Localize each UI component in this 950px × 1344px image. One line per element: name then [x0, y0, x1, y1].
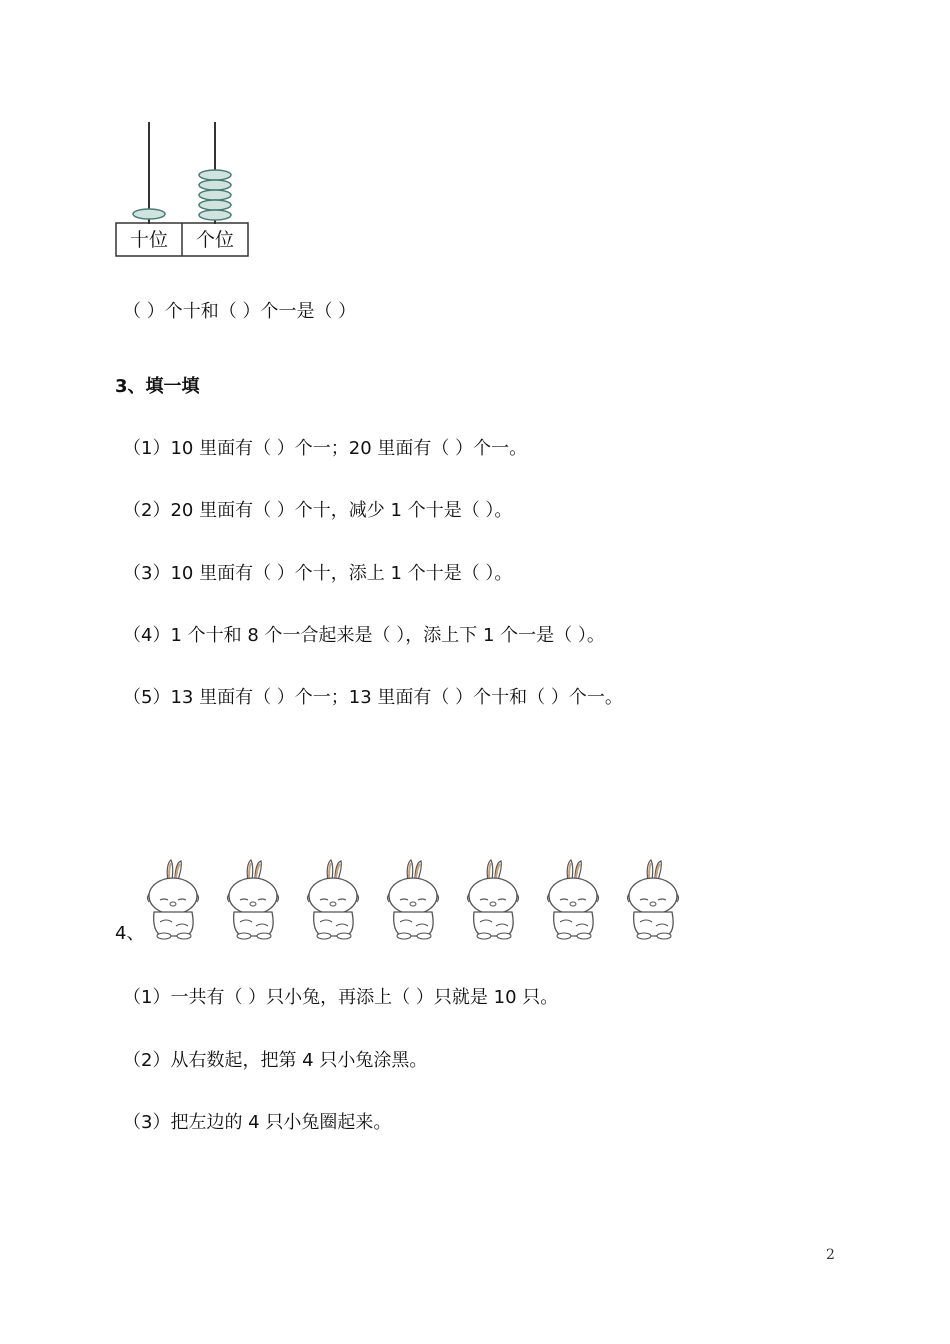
ones-bead — [199, 170, 231, 180]
rabbit-icon[interactable] — [140, 858, 206, 942]
question2-blank-line: （ ）个十和（ ）个一是（ ） — [123, 301, 357, 322]
rabbit-icon[interactable] — [460, 858, 526, 942]
rabbit-icon[interactable] — [620, 858, 686, 942]
ones-place-label: 个位 — [195, 229, 234, 251]
section4-item-3: （3）把左边的 4 只小兔圈起来。 — [123, 1112, 392, 1133]
tens-bead — [133, 209, 165, 219]
section3-item-1: （1）10 里面有（ ）个一；20 里面有（ ）个一。 — [123, 438, 528, 459]
rabbit-icon[interactable] — [300, 858, 366, 942]
section3-heading: 3、填一填 — [115, 376, 200, 397]
ones-bead — [199, 180, 231, 190]
ones-bead — [199, 190, 231, 200]
rabbit-icon[interactable] — [220, 858, 286, 942]
section3-item-5: （5）13 里面有（ ）个一；13 里面有（ ）个十和（ ）个一。 — [123, 687, 623, 708]
section4-item-2: （2）从右数起，把第 4 只小兔涂黑。 — [123, 1050, 428, 1071]
section4-item-1: （1）一共有（ ）只小兔，再添上（ ）只就是 10 只。 — [123, 987, 559, 1008]
ones-bead — [199, 200, 231, 210]
section3-item-3: （3）10 里面有（ ）个十，添上 1 个十是（ ）。 — [123, 563, 513, 584]
rabbit-icon[interactable] — [380, 858, 446, 942]
abacus-figure — [115, 122, 249, 257]
section3-item-2: （2）20 里面有（ ）个十，减少 1 个十是（ ）。 — [123, 500, 513, 521]
page-number: 2 — [826, 1247, 835, 1263]
section4-number: 4、 — [115, 923, 145, 944]
tens-place-label: 十位 — [129, 229, 168, 251]
ones-bead — [199, 210, 231, 220]
section3-item-4: （4）1 个十和 8 个一合起来是（ ），添上下 1 个一是（ ）。 — [123, 625, 605, 646]
rabbit-row — [140, 858, 685, 942]
rabbit-icon[interactable] — [540, 858, 606, 942]
